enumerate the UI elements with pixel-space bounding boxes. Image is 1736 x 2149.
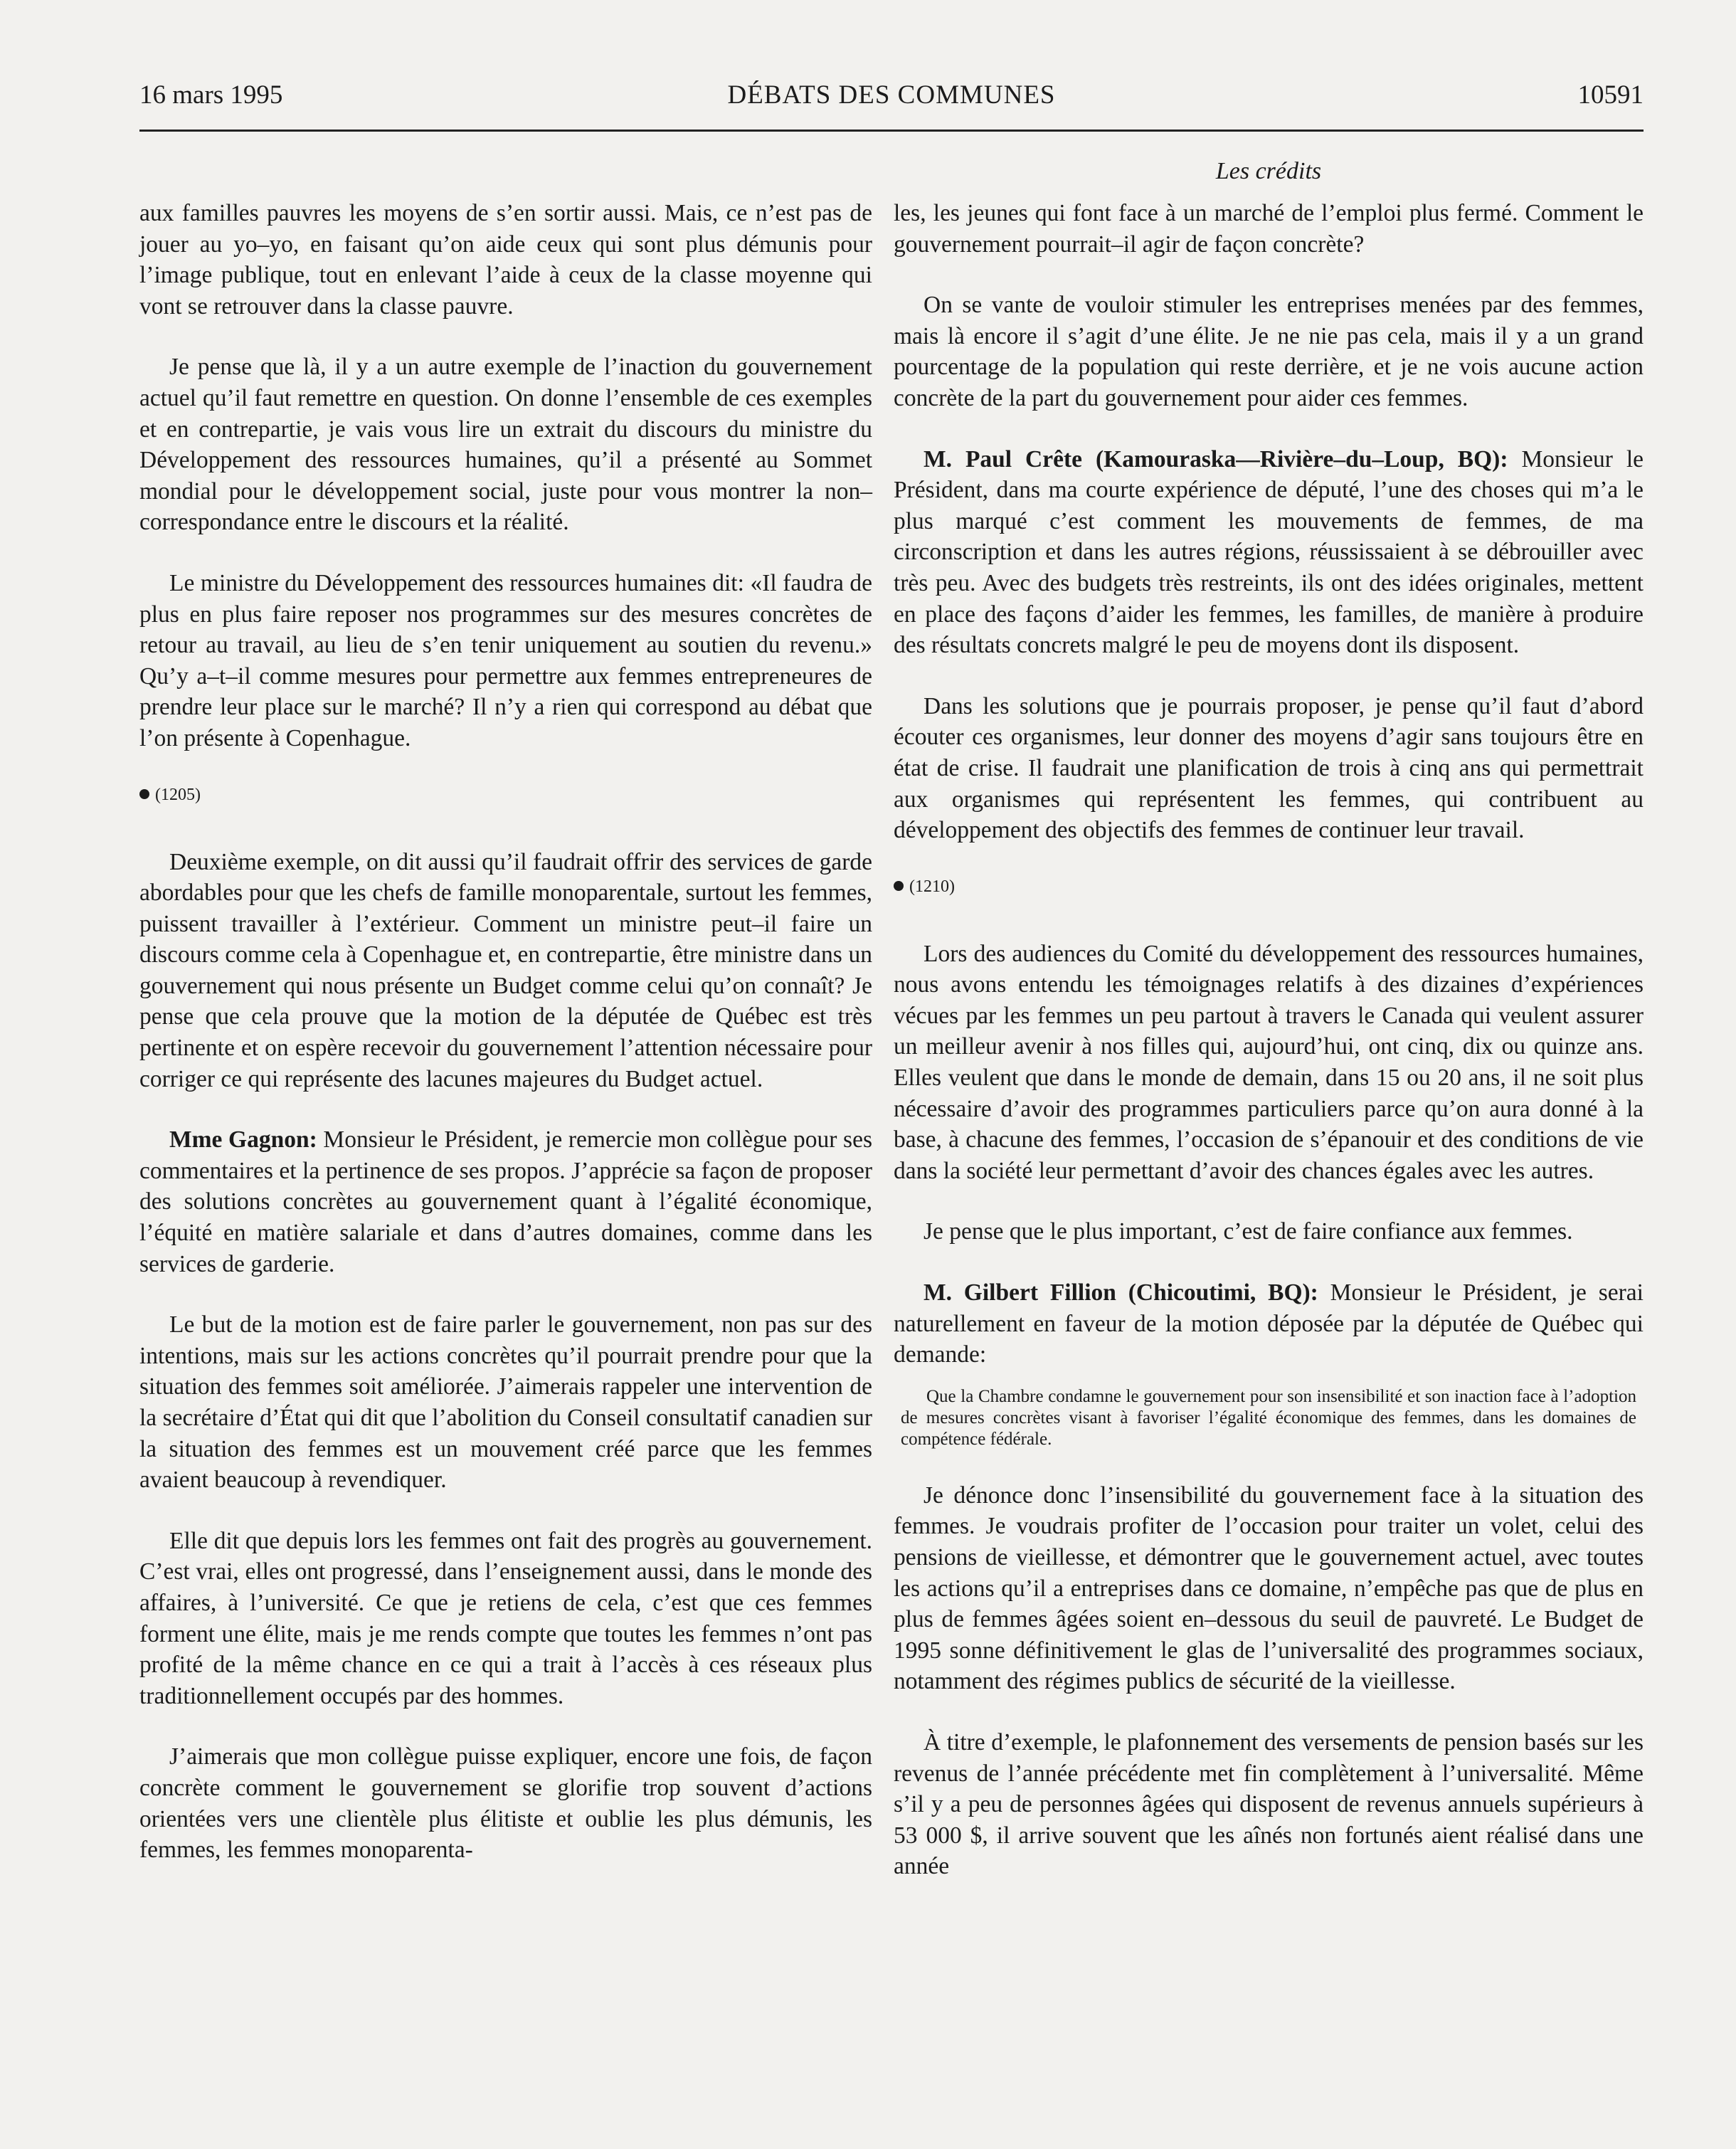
right-column bbox=[894, 198, 1644, 1912]
left-column bbox=[139, 198, 872, 1896]
speech-paragraph bbox=[139, 1124, 872, 1279]
header-title: DÉBATS DES COMMUNES bbox=[727, 80, 1056, 110]
speech-text: Monsieur le Président, je remercie mon collègue pour ses commentaires et la pertinence de ses propos. J’apprécie sa façon de proposer des solutions concrètes au gouvernement quant à l’égalité économique, l’équité en matière salariale et dans d’autres domaines, comme dans les services de garderie. bbox=[139, 1126, 872, 1277]
paragraph: Le ministre du Développement des ressources humaines dit: «Il faudra de plus en plus faire reposer nos programmes sur des mesures concrètes de retour au travail, au lieu de s’en tenir uniquement au soutien du revenu.» Qu’y a–t–il comme mesures pour permettre aux femmes entrepreneures de prendre leur place sur le marché? Il n’y a rien qui correspond au débat que l’on présente à Copenhague. bbox=[139, 569, 872, 751]
speaker-name: M. Paul Crête (Kamouraska—Rivière–du–Loup, BQ): bbox=[923, 445, 1508, 472]
paragraph: Je pense que là, il y a un autre exemple de l’inaction du gouvernement actuel qu’il faut remettre en question. On donne l’ensemble de ces exemples et en contrepartie, je vais vous lire un extrait du discours du ministre du Développement des ressources humaines, qu’il a présenté au Sommet mondial pour le développement social, juste pour vous montrer la non–correspondance entre le discours et la réalité. bbox=[139, 354, 872, 536]
section-title: Les crédits bbox=[1215, 158, 1322, 184]
timestamp-text: (1205) bbox=[155, 785, 201, 804]
paragraph: Je dénonce donc l’insensibilité du gouvernement face à la situation des femmes. Je voudrais profiter de l’occasion pour traiter un volet, celui des pensions de vieillesse, et démontrer que le gouvernement actuel, avec toutes les actions qu’il a entreprises dans ce domaine, n’empêche pas que de plus en plus de femmes âgées soient en–dessous du seuil de pauvreté. Le Budget de 1995 sonne définitivement le glas de l’universalité des programmes sociaux, notamment des régimes publics de sécurité de la vieillesse. bbox=[894, 1482, 1644, 1695]
header-date: 16 mars 1995 bbox=[139, 80, 283, 110]
page-header bbox=[139, 80, 1644, 121]
header-rule bbox=[139, 130, 1644, 132]
paragraph: J’aimerais que mon collègue puisse expliquer, encore une fois, de façon concrète comment le gouvernement se glorifie trop souvent d’actions orientées vers une clientèle plus élitiste et oublie les plus démunis, les femmes, les femmes monoparenta- bbox=[139, 1743, 872, 1864]
bullet-icon bbox=[139, 789, 149, 799]
paragraph: Elle dit que depuis lors les femmes ont fait des progrès au gouvernement. C’est vrai, elles ont progressé, dans l’enseignement aussi, dans le monde des affaires, à l’université. Ce que je retiens de cela, c’est que ces femmes forment une élite, mais je me rends compte que toutes les femmes n’ont pas profité de la même chance en ce qui a trait à l’accès à ces réseaux plus traditionnellement occupés par des hommes. bbox=[139, 1527, 872, 1709]
motion-quote: Que la Chambre condamne le gouvernement pour son insensibilité et son inaction face à l’adoption de mesures concrètes visant à favoriser l’égalité économique des femmes, dans les domaines de compétence fédérale. bbox=[901, 1386, 1636, 1449]
paragraph: Dans les solutions que je pourrais proposer, je pense qu’il faut d’abord écouter ces organismes, leur donner des moyens d’agir sans toujours être en état de crise. Il faudrait une planification de trois à cinq ans qui permettrait aux organismes qui représentent les femmes, qui contribuent au développement des objectifs des femmes de continuer leur travail. bbox=[894, 692, 1644, 844]
paragraph: Deuxième exemple, on dit aussi qu’il faudrait offrir des services de garde abordables pour que les chefs de famille monoparentale, surtout les femmes, puissent travailler à l’extérieur. Comment un ministre peut–il faire un discours comme cela à Copenhague et, en contrepartie, être ministre dans un gouvernement qui nous présente un Budget comme celui qu’on connaît? Je pense que cela prouve que la motion de la députée de Québec est très pertinente et on espère recevoir du gouvernement l’attention nécessaire pour corriger ce qui représente des lacunes majeures du Budget actuel. bbox=[139, 848, 872, 1092]
paragraph: À titre d’exemple, le plafonnement des versements de pension basés sur les revenus de l’année précédente met fin complètement à l’universalité. Même s’il y a peu de personnes âgées qui disposent de revenus annuels supérieurs à 53 000 $, il arrive souvent que les aînés non fortunés aient réalisé dans une année bbox=[894, 1728, 1644, 1880]
paragraph: On se vante de vouloir stimuler les entreprises menées par des femmes, mais là encore il s’agit d’une élite. Je ne nie pas cela, mais il y a un grand pourcentage de la population qui reste derrière, et je ne vois aucune action concrète de la part du gouvernement pour aider ces femmes. bbox=[894, 292, 1644, 411]
header-page-number: 10591 bbox=[1577, 80, 1644, 110]
paragraph: Je pense que le plus important, c’est de faire confiance aux femmes. bbox=[923, 1218, 1573, 1245]
timestamp-marker bbox=[894, 876, 1644, 897]
speech-text: Monsieur le Président, je serai naturellement en faveur de la motion déposée par la députée de Québec qui demande: bbox=[894, 1279, 1644, 1368]
paragraph: les, les jeunes qui font face à un marché de l’emploi plus fermé. Comment le gouvernement pourrait–il agir de façon concrète? bbox=[894, 200, 1644, 258]
speech-paragraph bbox=[894, 444, 1644, 661]
paragraph: Lors des audiences du Comité du développement des ressources humaines, nous avons entendu les témoignages relatifs à des dizaines d’expériences vécues par les femmes un peu partout à travers le Canada qui veulent assurer un meilleur avenir à nos filles qui, aujourd’hui, ont cinq, dix ou quinze ans. Elles veulent que dans le monde de demain, dans 15 ou 20 ans, il ne soit plus nécessaire d’avoir des programmes particuliers parce qu’on aura donné à la base, à chacune des femmes, l’occasion de s’épanouir et des conditions de vie dans la société leur permettant d’avoir des chances égales avec les autres. bbox=[894, 940, 1644, 1184]
paragraph: aux familles pauvres les moyens de s’en sortir aussi. Mais, ce n’est pas de jouer au yo–yo, en faisant qu’on aide ceux qui sont plus démunis pour l’image publique, tout en enlevant l’aide à ceux de la classe moyenne qui vont se retrouver dans la classe pauvre. bbox=[139, 200, 872, 320]
timestamp-marker bbox=[139, 784, 872, 806]
bullet-icon bbox=[894, 881, 904, 891]
speaker-name: M. Gilbert Fillion (Chicoutimi, BQ): bbox=[923, 1279, 1318, 1306]
speech-text: Monsieur le Président, dans ma courte expérience de député, l’une des choses qui m’a le plus marqué c’est comment les mouvements de femmes, de ma circonscription et dans les autres régions, réussissaient à se débrouiller avec très peu. Avec des budgets très restreints, ils ont des idées originales, mettent en place des façons d’aider les femmes, les familles, de manière à produire des résultats concrets malgré le peu de moyens dont ils disposent. bbox=[894, 445, 1644, 659]
paragraph: Le but de la motion est de faire parler le gouvernement, non pas sur des intentions, mais sur les actions concrètes qu’il pourrait prendre pour que la situation des femmes soit améliorée. J’aimerais rappeler une intervention de la secrétaire d’État qui dit que l’abolition du Conseil consultatif canadien sur la situation des femmes est un mouvement créé parce que les femmes avaient beaucoup à revendiquer. bbox=[139, 1311, 872, 1494]
speaker-name: Mme Gagnon: bbox=[169, 1126, 317, 1153]
speech-paragraph bbox=[894, 1277, 1644, 1371]
timestamp-text: (1210) bbox=[909, 877, 955, 896]
